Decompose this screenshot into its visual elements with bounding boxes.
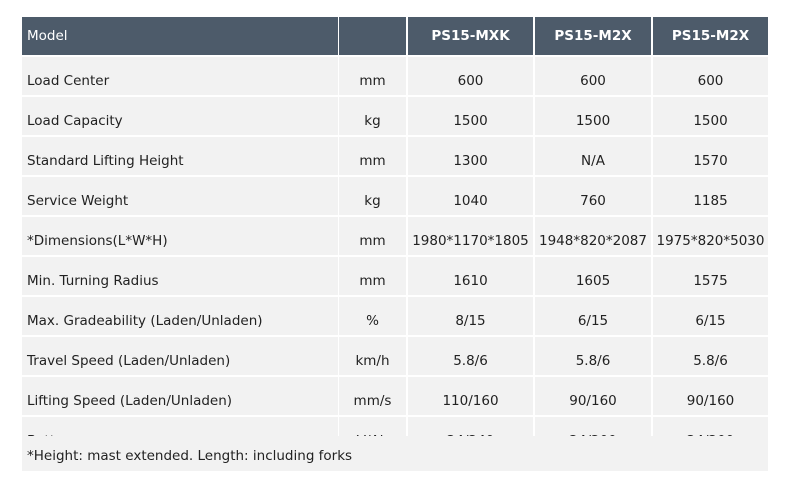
spec-unit: kg [339, 97, 406, 135]
spec-label: Min. Turning Radius [22, 257, 338, 295]
spec-value-model-2: 6/15 [535, 297, 651, 335]
spec-label: Max. Gradeability (Laden/Unladen) [22, 297, 338, 335]
spec-value-model-2: 1500 [535, 97, 651, 135]
table-row [22, 217, 768, 255]
table-header [22, 17, 768, 55]
spec-value-model-2: 1605 [535, 257, 651, 295]
table-row [22, 297, 768, 335]
spec-value-model-2: 600 [535, 57, 651, 95]
spec-label: Load Capacity [22, 97, 338, 135]
spec-value-model-1: 1300 [408, 137, 533, 175]
table-row [22, 57, 768, 95]
table-row [22, 177, 768, 215]
header-model-label: Model [22, 17, 338, 55]
table-row [22, 337, 768, 375]
header-model-1: PS15-MXK [408, 17, 533, 55]
spec-unit: mm/s [339, 377, 406, 415]
spec-label: Travel Speed (Laden/Unladen) [22, 337, 338, 375]
table-row [22, 257, 768, 295]
spec-value-model-3: 6/15 [653, 297, 768, 335]
spec-value-model-1: 110/160 [408, 377, 533, 415]
spec-value-model-1: 600 [408, 57, 533, 95]
spec-value-model-3: 600 [653, 57, 768, 95]
table-row [22, 137, 768, 175]
spec-value-model-2: 1948*820*2087 [535, 217, 651, 255]
spec-value-model-1: 1040 [408, 177, 533, 215]
spec-value-model-1: 8/15 [408, 297, 533, 335]
spec-unit: km/h [339, 337, 406, 375]
spec-unit: mm [339, 257, 406, 295]
spec-label: Service Weight [22, 177, 338, 215]
spec-value-model-2: 5.8/6 [535, 337, 651, 375]
spec-value-model-3: 5.8/6 [653, 337, 768, 375]
spec-table [22, 17, 768, 457]
header-model-3: PS15-M2X [653, 17, 768, 55]
table-row [22, 377, 768, 415]
header-model-2: PS15-M2X [535, 17, 651, 55]
spec-value-model-1: 1500 [408, 97, 533, 135]
spec-value-model-3: 1975*820*5030 [653, 217, 768, 255]
spec-label: Standard Lifting Height [22, 137, 338, 175]
spec-unit: mm [339, 57, 406, 95]
spec-value-model-3: 1500 [653, 97, 768, 135]
spec-unit: kg [339, 177, 406, 215]
spec-unit: % [339, 297, 406, 335]
spec-unit: mm [339, 137, 406, 175]
spec-value-model-1: 1980*1170*1805 [408, 217, 533, 255]
spec-value-model-3: 90/160 [653, 377, 768, 415]
spec-label: *Dimensions(L*W*H) [22, 217, 338, 255]
spec-value-model-2: 760 [535, 177, 651, 215]
footnote: *Height: mast extended. Length: including forks [22, 436, 768, 471]
spec-label: Load Center [22, 57, 338, 95]
spec-value-model-2: N/A [535, 137, 651, 175]
spec-value-model-2: 90/160 [535, 377, 651, 415]
spec-value-model-1: 5.8/6 [408, 337, 533, 375]
table-row [22, 97, 768, 135]
spec-value-model-3: 1575 [653, 257, 768, 295]
spec-value-model-3: 1185 [653, 177, 768, 215]
header-unit-label [339, 17, 406, 55]
spec-unit: mm [339, 217, 406, 255]
spec-label: Lifting Speed (Laden/Unladen) [22, 377, 338, 415]
spec-value-model-3: 1570 [653, 137, 768, 175]
spec-value-model-1: 1610 [408, 257, 533, 295]
